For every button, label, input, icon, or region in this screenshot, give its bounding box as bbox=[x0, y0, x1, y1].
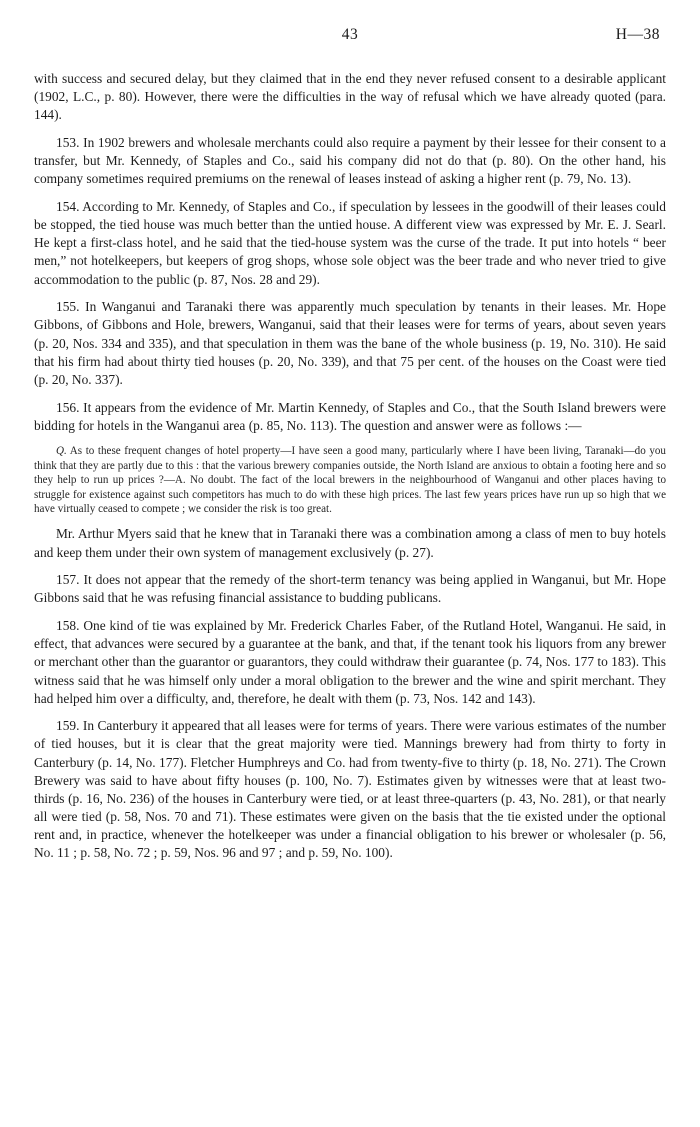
quoted-evidence bbox=[34, 444, 666, 516]
paragraph-157: 157. It does not appear that the remedy of the short-term tenancy was being applied in Wanganui, but Mr. Hope Gibbons said that he was refusing financial assistance to budding publicans. bbox=[34, 572, 666, 606]
page-body bbox=[34, 70, 666, 863]
paragraph-156: 156. It appears from the evidence of Mr. Martin Kennedy, of Staples and Co., that the South Island brewers were bidding for hotels in the Wanganui area (p. 85, No. 113). The question and answer were as follows :— bbox=[34, 399, 666, 433]
quote-text: As to these frequent changes of hotel property—I have seen a good many, particularly where I have been living, Taranaki—do you think that they are partly due to this : that the various brewery companies outside, the North Island are anxious to obtain a footing here and so they help to run up prices ?—A. No doubt. The fact of the local brewers in the neighbourhood of Wanganui and other places having to struggle for existence against such competitors has much to do with these high prices. The last few years prices have run up so high that we have virtually ceased to compete ; we consider the risk is too great. bbox=[34, 445, 666, 515]
paragraph-153: 153. In 1902 brewers and wholesale merchants could also require a payment by their lessee for their consent to a transfer, but Mr. Kennedy, of Staples and Co., said his company did not do that (p. 80). On the other hand, his company sometimes required premiums on the renewal of leases instead of asking a higher rent (p. 79, No. 13). bbox=[34, 134, 666, 187]
page-header bbox=[34, 26, 666, 52]
paragraph-continued: with success and secured delay, but they claimed that in the end they never refused consent to a desirable applicant (1902, L.C., p. 80). However, there were the difficulties in the way of refusal which we have already quoted (para. 144). bbox=[34, 71, 666, 123]
document-code: H—38 bbox=[615, 26, 660, 43]
paragraph-154: 154. According to Mr. Kennedy, of Staples and Co., if speculation by lessees in the goodwill of their leases could be stopped, the tied house was much better than the untied house. A different view was expressed by Mr. E. J. Searl. He kept a first-class hotel, and he said that the tied-house system was the curse of the trade. It put into hotels “ beer men,” not hotelkeepers, but keepers of grog shops, whose sole object was the beer trade and who never tried to give accommodation to the public (p. 87, Nos. 28 and 29). bbox=[34, 198, 666, 287]
paragraph-158: 158. One kind of tie was explained by Mr. Frederick Charles Faber, of the Rutland Hotel, Wanganui. He said, in effect, that advances were secured by a guarantee at the bank, and that, if the tenant took his liquors from any brewer or merchant other than the guarantor or guarantors, they could withdraw their guarantee (p. 74, Nos. 177 to 183). This witness said that he was himself only under a moral obligation to the brewer and the wine and spirit merchant. They had helped him over a difficulty, and, therefore, he dealt with them (p. 73, Nos. 142 and 143). bbox=[34, 618, 666, 706]
paragraph-155: 155. In Wanganui and Taranaki there was apparently much speculation by tenants in their leases. Mr. Hope Gibbons, of Gibbons and Hole, brewers, Wanganui, said that their leases were for terms of years, about seven years (p. 20, Nos. 334 and 335), and that speculation in them was the bane of the whole business (p. 19, No. 310). He said that his firm had about thirty tied houses (p. 20, No. 339), and that 75 per cent. of the houses on the Coast were tied (p. 20, No. 337). bbox=[34, 299, 666, 387]
quote-question-label: Q. bbox=[56, 445, 67, 458]
paragraph-159: 159. In Canterbury it appeared that all leases were for terms of years. There were various estimates of the number of tied houses, but it is clear that the great majority were tied. Mannings brewery had from thirty to forty in Canterbury (p. 14, No. 177). Fletcher Humphreys and Co. had from twenty-five to thirty (p. 18, No. 271). The Crown Brewery was said to have about fifty houses (p. 100, No. 7). Estimates given by witnesses were that at least two-thirds (p. 16, No. 236) of the houses in Canterbury were tied, or at least three-quarters (p. 43, No. 281), or that nearly all were tied (p. 58, Nos. 70 and 71). These estimates were given on the basis that the tie existed under the optional rent and, in practice, whenever the hotelkeeper was under a financial obligation to his brewer or wholesaler (p. 56, No. 11 ; p. 58, No. 72 ; p. 59, Nos. 96 and 97 ; and p. 59, No. 100). bbox=[34, 718, 666, 861]
paragraph-myers: Mr. Arthur Myers said that he knew that in Taranaki there was a combination among a class of men to buy hotels and keep them under their own system of management exclusively (p. 27). bbox=[34, 526, 666, 560]
page-number: 43 bbox=[341, 26, 359, 43]
